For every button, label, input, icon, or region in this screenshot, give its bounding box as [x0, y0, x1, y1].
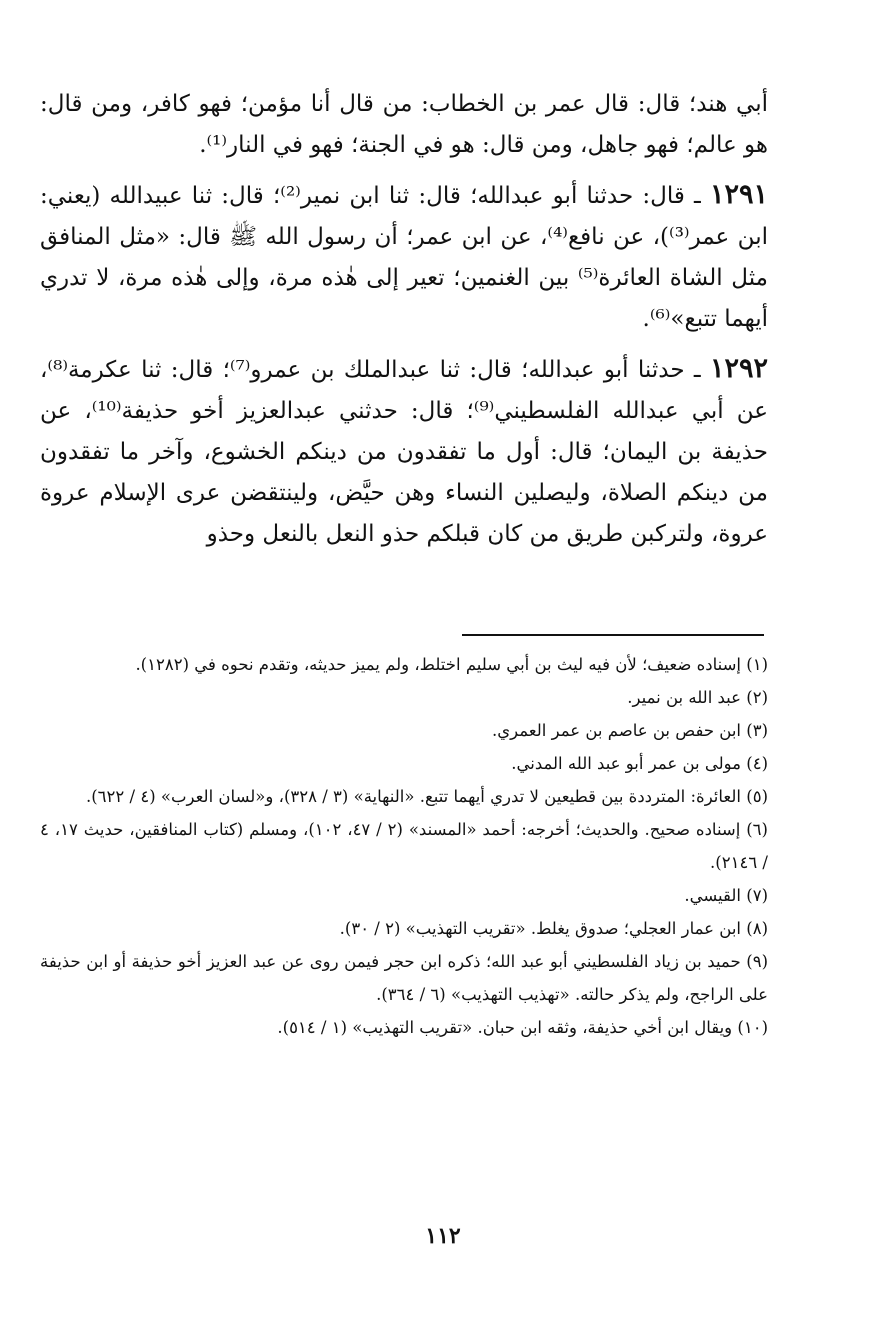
- footnote-10: (١٠) ويقال ابن أخي حذيفة، وثقه ابن حبان. «تقريب التهذيب» (١ / ٥١٤).: [277, 1018, 768, 1037]
- hadith-text: ـ قال: حدثنا أبو عبدالله؛ قال: ثنا ابن نمير⁽²⁾؛ قال: ثنا عبيدالله (يعني: ابن عمر⁽³⁾)، عن نافع⁽⁴⁾، عن ابن عمر؛ أن رسول الله ﷺ قال: «مثل المنافق مثل الشاة العائرة⁽⁵⁾ بين الغنمين؛ تعير إلى هٰذه مرة، وإلى هٰذه مرة، لا تدري أيهما تتبع»⁽⁶⁾.: [40, 183, 768, 332]
- paragraph-intro: أبي هند؛ قال: قال عمر بن الخطاب: من قال أنا مؤمن؛ فهو كافر، ومن قال: هو عالم؛ فهو جاهل، ومن قال: هو في الجنة؛ فهو في النار⁽¹⁾.: [40, 91, 768, 158]
- hadith-text: ـ حدثنا أبو عبدالله؛ قال: ثنا عبدالملك بن عمرو⁽⁷⁾؛ قال: ثنا عكرمة⁽⁸⁾، عن أبي عبدالله الفلسطيني⁽⁹⁾؛ قال: حدثني عبدالعزيز أخو حذيفة⁽¹⁰⁾، عن حذيفة بن اليمان؛ قال: أول ما تفقدون من دينكم الخشوع، وآخر ما تفقدون من دينكم الصلاة، وليصلين النساء وهن حيَّض، ولينتقضن عرى الإسلام عروة عروة، ولتركبن طريق من كان قبلكم حذو النعل بالنعل وحذو: [40, 357, 768, 547]
- hadith-1292: [40, 348, 768, 555]
- footnote-8: (٨) ابن عمار العجلي؛ صدوق يغلط. «تقريب التهذيب» (٢ / ٣٠).: [339, 919, 768, 938]
- footnote-9: (٩) حميد بن زياد الفلسطيني أبو عبد الله؛ ذكره ابن حجر فيمن روى عن عبد العزيز أخو حذيفة أو ابن حذيفة على الراجح، ولم يذكر حالته. «تهذيب التهذيب» (٦ / ٣٦٤).: [40, 952, 768, 1004]
- main-text: [40, 84, 768, 563]
- footnote-5: (٥) العائرة: المترددة بين قطيعين لا تدري أيهما تتبع. «النهاية» (٣ / ٣٢٨)، و«لسان العرب» (٤ / ٦٢٢).: [85, 787, 768, 806]
- footnote-3: (٣) ابن حفص بن عاصم بن عمر العمري.: [492, 721, 768, 740]
- footnote-6: (٦) إسناده صحيح. والحديث؛ أخرجه: أحمد «المسند» (٢ / ٤٧، ١٠٢)، ومسلم (كتاب المنافقين، حديث ١٧، ٤ / ٢١٤٦).: [40, 820, 768, 872]
- hadith-1291: [40, 174, 768, 340]
- footnote-divider: [462, 634, 764, 636]
- page-number: ١١٢: [425, 1223, 461, 1249]
- footnote-4: (٤) مولى بن عمر أبو عبد الله المدني.: [511, 754, 768, 773]
- footnote-1: (١) إسناده ضعيف؛ لأن فيه ليث بن أبي سليم اختلط، ولم يميز حديثه، وتقدم نحوه في (١٢٨٢).: [135, 655, 768, 674]
- hadith-number: ١٢٩٢: [709, 353, 768, 384]
- footnote-7: (٧) القيسي.: [684, 886, 768, 905]
- footnote-2: (٢) عبد الله بن نمير.: [627, 688, 768, 707]
- hadith-number: ١٢٩١: [709, 179, 768, 210]
- footnotes: [40, 648, 768, 1044]
